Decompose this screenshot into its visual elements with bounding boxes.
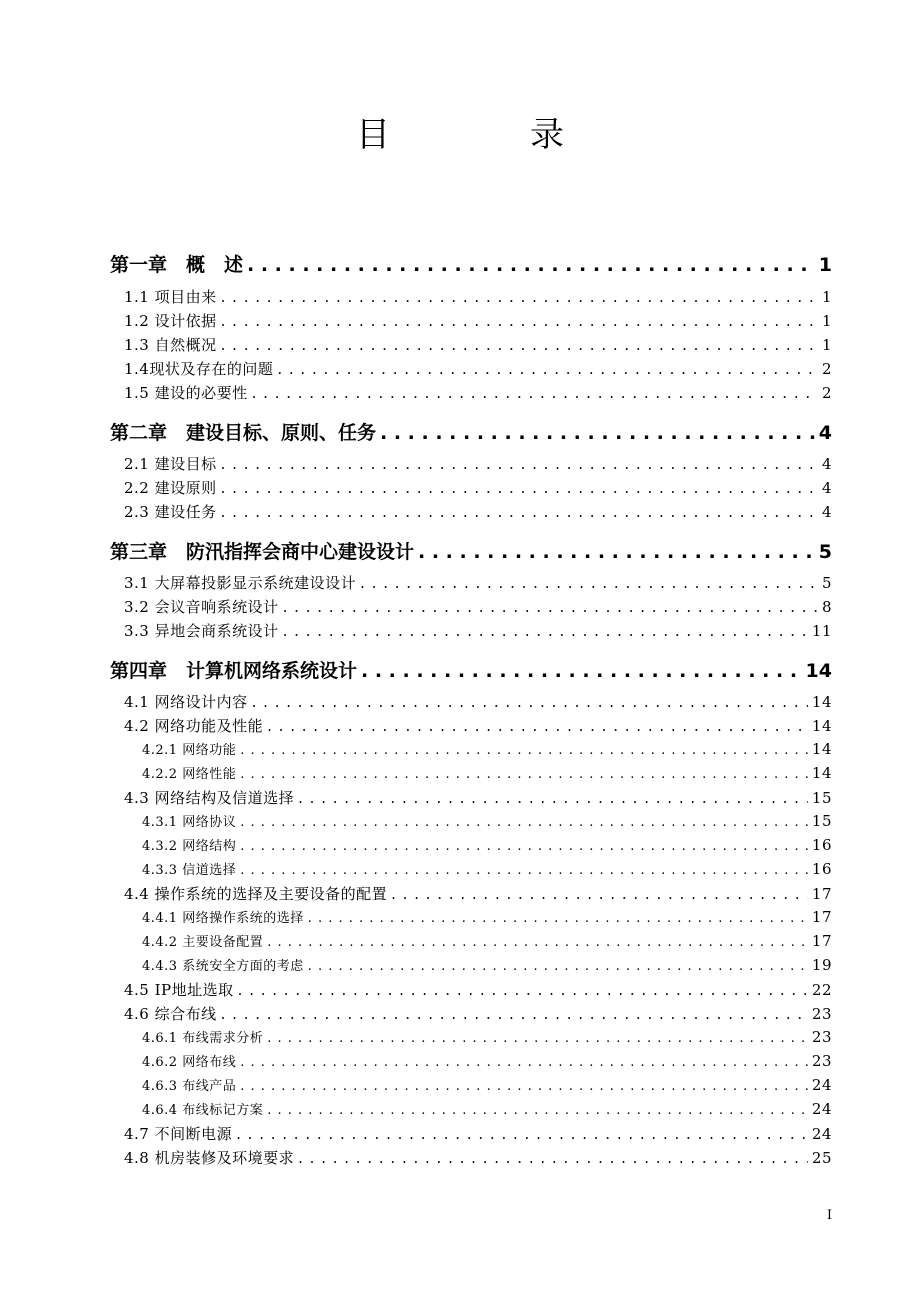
toc-section-entry[interactable] (124, 715, 832, 736)
toc-section-entry[interactable] (124, 286, 832, 307)
toc-entry-page: 16 (811, 836, 832, 854)
toc-entry-title: 2.2 建设原则 (124, 479, 217, 497)
page-title: 目录 (356, 115, 704, 155)
toc-dot-leader (252, 693, 808, 711)
toc-entry-title: 4.3 网络结构及信道选择 (124, 789, 295, 807)
toc-entry-title: 4.3.1 网络协议 (142, 815, 237, 830)
toc-entry-title: 4.4.3 系统安全方面的考虑 (142, 959, 304, 974)
toc-entry-title: 1.5 建设的必要性 (124, 384, 248, 402)
toc-entry-page: 24 (811, 1100, 832, 1118)
toc-entry-page: 14 (811, 693, 832, 711)
toc-entry-title: 4.2.1 网络功能 (142, 743, 237, 758)
toc-entry-title: 4.7 不间断电源 (124, 1125, 233, 1143)
toc-chapter-entry[interactable] (110, 537, 832, 564)
toc-section-entry[interactable] (124, 596, 832, 617)
toc-dot-leader (267, 717, 808, 735)
toc-entry-title: 4.6.4 布线标记方案 (142, 1103, 264, 1118)
toc-dot-leader (380, 422, 815, 444)
toc-section-entry[interactable] (124, 501, 832, 522)
toc-entry-page: 25 (811, 1149, 832, 1167)
toc-section-entry[interactable] (124, 691, 832, 712)
toc-dot-leader (252, 384, 818, 402)
toc-section-entry[interactable] (124, 883, 832, 904)
toc-entry-page: 1 (821, 288, 832, 306)
toc-subsection-entry[interactable] (142, 835, 832, 854)
toc-subsection-entry[interactable] (142, 739, 832, 758)
toc-entry-page: 23 (811, 1052, 832, 1070)
toc-entry-page: 17 (811, 885, 832, 903)
toc-dot-leader (236, 1125, 808, 1143)
toc-dot-leader (247, 254, 815, 276)
toc-entry-page: 1 (821, 312, 832, 330)
toc-dot-leader (267, 1103, 808, 1118)
toc-section-entry[interactable] (124, 787, 832, 808)
toc-dot-leader (391, 885, 808, 903)
toc-section-entry[interactable] (124, 1147, 832, 1168)
toc-dot-leader (298, 789, 808, 807)
toc-dot-leader (298, 1149, 808, 1167)
toc-subsection-entry[interactable] (142, 907, 832, 926)
toc-entry-page: 2 (821, 384, 832, 402)
toc-entry-title: 3.1 大屏幕投影显示系统建设设计 (124, 574, 357, 592)
toc-dot-leader (277, 360, 818, 378)
toc-dot-leader (221, 1005, 808, 1023)
toc-section-entry[interactable] (124, 1123, 832, 1144)
toc-entry-title: 4.8 机房装修及环境要求 (124, 1149, 295, 1167)
toc-entry-page: 8 (821, 598, 832, 616)
toc-dot-leader (240, 815, 808, 830)
toc-entry-title: 2.1 建设目标 (124, 455, 217, 473)
toc-entry-title: 4.4 操作系统的选择及主要设备的配置 (124, 885, 388, 903)
toc-entry-title: 4.4.1 网络操作系统的选择 (142, 911, 304, 926)
toc-entry-title: 4.6.2 网络布线 (142, 1055, 237, 1070)
toc-dot-leader (267, 1031, 808, 1046)
toc-dot-leader (360, 574, 818, 592)
toc-section-entry[interactable] (124, 334, 832, 355)
toc-entry-title: 1.4现状及存在的问题 (124, 360, 274, 378)
toc-entry-title: 2.3 建设任务 (124, 503, 217, 521)
toc-section-entry[interactable] (124, 453, 832, 474)
toc-dot-leader (240, 1055, 808, 1070)
toc-chapter-entry[interactable] (110, 656, 832, 683)
toc-entry-title: 1.3 自然概况 (124, 336, 217, 354)
toc-chapter-entry[interactable] (110, 250, 832, 277)
toc-dot-leader (240, 767, 808, 782)
toc-chapter-entry[interactable] (110, 418, 832, 445)
toc-subsection-entry[interactable] (142, 931, 832, 950)
toc-section-entry[interactable] (124, 620, 832, 641)
toc-dot-leader (240, 743, 808, 758)
toc-entry-title: 4.3.3 信道选择 (142, 863, 237, 878)
toc-dot-leader (221, 312, 818, 330)
toc-entry-title: 1.2 设计依据 (124, 312, 217, 330)
toc-entry-page: 14 (805, 660, 832, 682)
toc-dot-leader (238, 981, 808, 999)
toc-dot-leader (240, 863, 808, 878)
toc-entry-title: 4.2.2 网络性能 (142, 767, 237, 782)
toc-entry-page: 1 (818, 254, 832, 276)
toc-entry-title: 4.6.3 布线产品 (142, 1079, 237, 1094)
toc-entry-title: 4.6.1 布线需求分析 (142, 1031, 264, 1046)
toc-entry-page: 23 (811, 1005, 832, 1023)
toc-entry-page: 2 (821, 360, 832, 378)
toc-entry-page: 15 (811, 812, 832, 830)
toc-dot-leader (221, 336, 818, 354)
toc-subsection-entry[interactable] (142, 955, 832, 974)
toc-dot-leader (240, 1079, 808, 1094)
toc-section-entry[interactable] (124, 979, 832, 1000)
toc-subsection-entry[interactable] (142, 1051, 832, 1070)
toc-dot-leader (221, 288, 818, 306)
toc-dot-leader (283, 598, 818, 616)
toc-dot-leader (361, 660, 802, 682)
toc-subsection-entry[interactable] (142, 1027, 832, 1046)
toc-dot-leader (308, 911, 808, 926)
toc-entry-page: 4 (821, 503, 832, 521)
toc-section-entry[interactable] (124, 1003, 832, 1024)
toc-entry-page: 19 (811, 956, 832, 974)
toc-entry-title: 4.3.2 网络结构 (142, 839, 237, 854)
toc-entry-title: 第一章 概 述 (110, 254, 244, 276)
toc-dot-leader (308, 959, 808, 974)
toc-entry-page: 1 (821, 336, 832, 354)
page-number: I (826, 1208, 832, 1223)
toc-entry-page: 4 (821, 455, 832, 473)
toc-entry-page: 14 (811, 740, 832, 758)
toc-entry-title: 4.6 综合布线 (124, 1005, 217, 1023)
toc-subsection-entry[interactable] (142, 763, 832, 782)
toc-dot-leader (418, 541, 815, 563)
toc-entry-title: 4.2 网络功能及性能 (124, 717, 264, 735)
toc-entry-title: 4.1 网络设计内容 (124, 693, 248, 711)
toc-section-entry[interactable] (124, 358, 832, 379)
toc-entry-page: 14 (811, 764, 832, 782)
toc-entry-title: 第二章 建设目标、原则、任务 (110, 422, 377, 444)
toc-entry-page: 17 (811, 932, 832, 950)
toc-dot-leader (221, 503, 818, 521)
toc-entry-title: 1.1 项目由来 (124, 288, 217, 306)
toc-subsection-entry[interactable] (142, 859, 832, 878)
toc-entry-title: 4.5 IP地址选取 (124, 981, 234, 999)
toc-subsection-entry[interactable] (142, 811, 832, 830)
toc-entry-page: 22 (811, 981, 832, 999)
toc-dot-leader (283, 622, 808, 640)
toc-section-entry[interactable] (124, 310, 832, 331)
toc-entry-page: 11 (811, 622, 832, 640)
toc-entry-page: 24 (811, 1076, 832, 1094)
toc-dot-leader (267, 935, 808, 950)
toc-entry-page: 14 (811, 717, 832, 735)
toc-entry-title: 3.2 会议音响系统设计 (124, 598, 279, 616)
toc-entry-page: 4 (821, 479, 832, 497)
toc-entry-title: 第四章 计算机网络系统设计 (110, 660, 358, 682)
toc-dot-leader (240, 839, 808, 854)
toc-section-entry[interactable] (124, 572, 832, 593)
toc-dot-leader (221, 455, 818, 473)
toc-entry-title: 3.3 异地会商系统设计 (124, 622, 279, 640)
toc-section-entry[interactable] (124, 477, 832, 498)
toc-dot-leader (221, 479, 818, 497)
toc-entry-page: 17 (811, 908, 832, 926)
toc-entry-page: 16 (811, 860, 832, 878)
toc-entry-title: 4.4.2 主要设备配置 (142, 935, 264, 950)
toc-entry-page: 23 (811, 1028, 832, 1046)
toc-section-entry[interactable] (124, 382, 832, 403)
toc-entry-page: 5 (818, 541, 832, 563)
toc-entry-page: 24 (811, 1125, 832, 1143)
toc-entry-page: 5 (821, 574, 832, 592)
toc-entry-page: 15 (811, 789, 832, 807)
toc-subsection-entry[interactable] (142, 1075, 832, 1094)
toc-entry-title: 第三章 防汛指挥会商中心建设设计 (110, 541, 415, 563)
toc-entry-page: 4 (818, 422, 832, 444)
toc-subsection-entry[interactable] (142, 1099, 832, 1118)
